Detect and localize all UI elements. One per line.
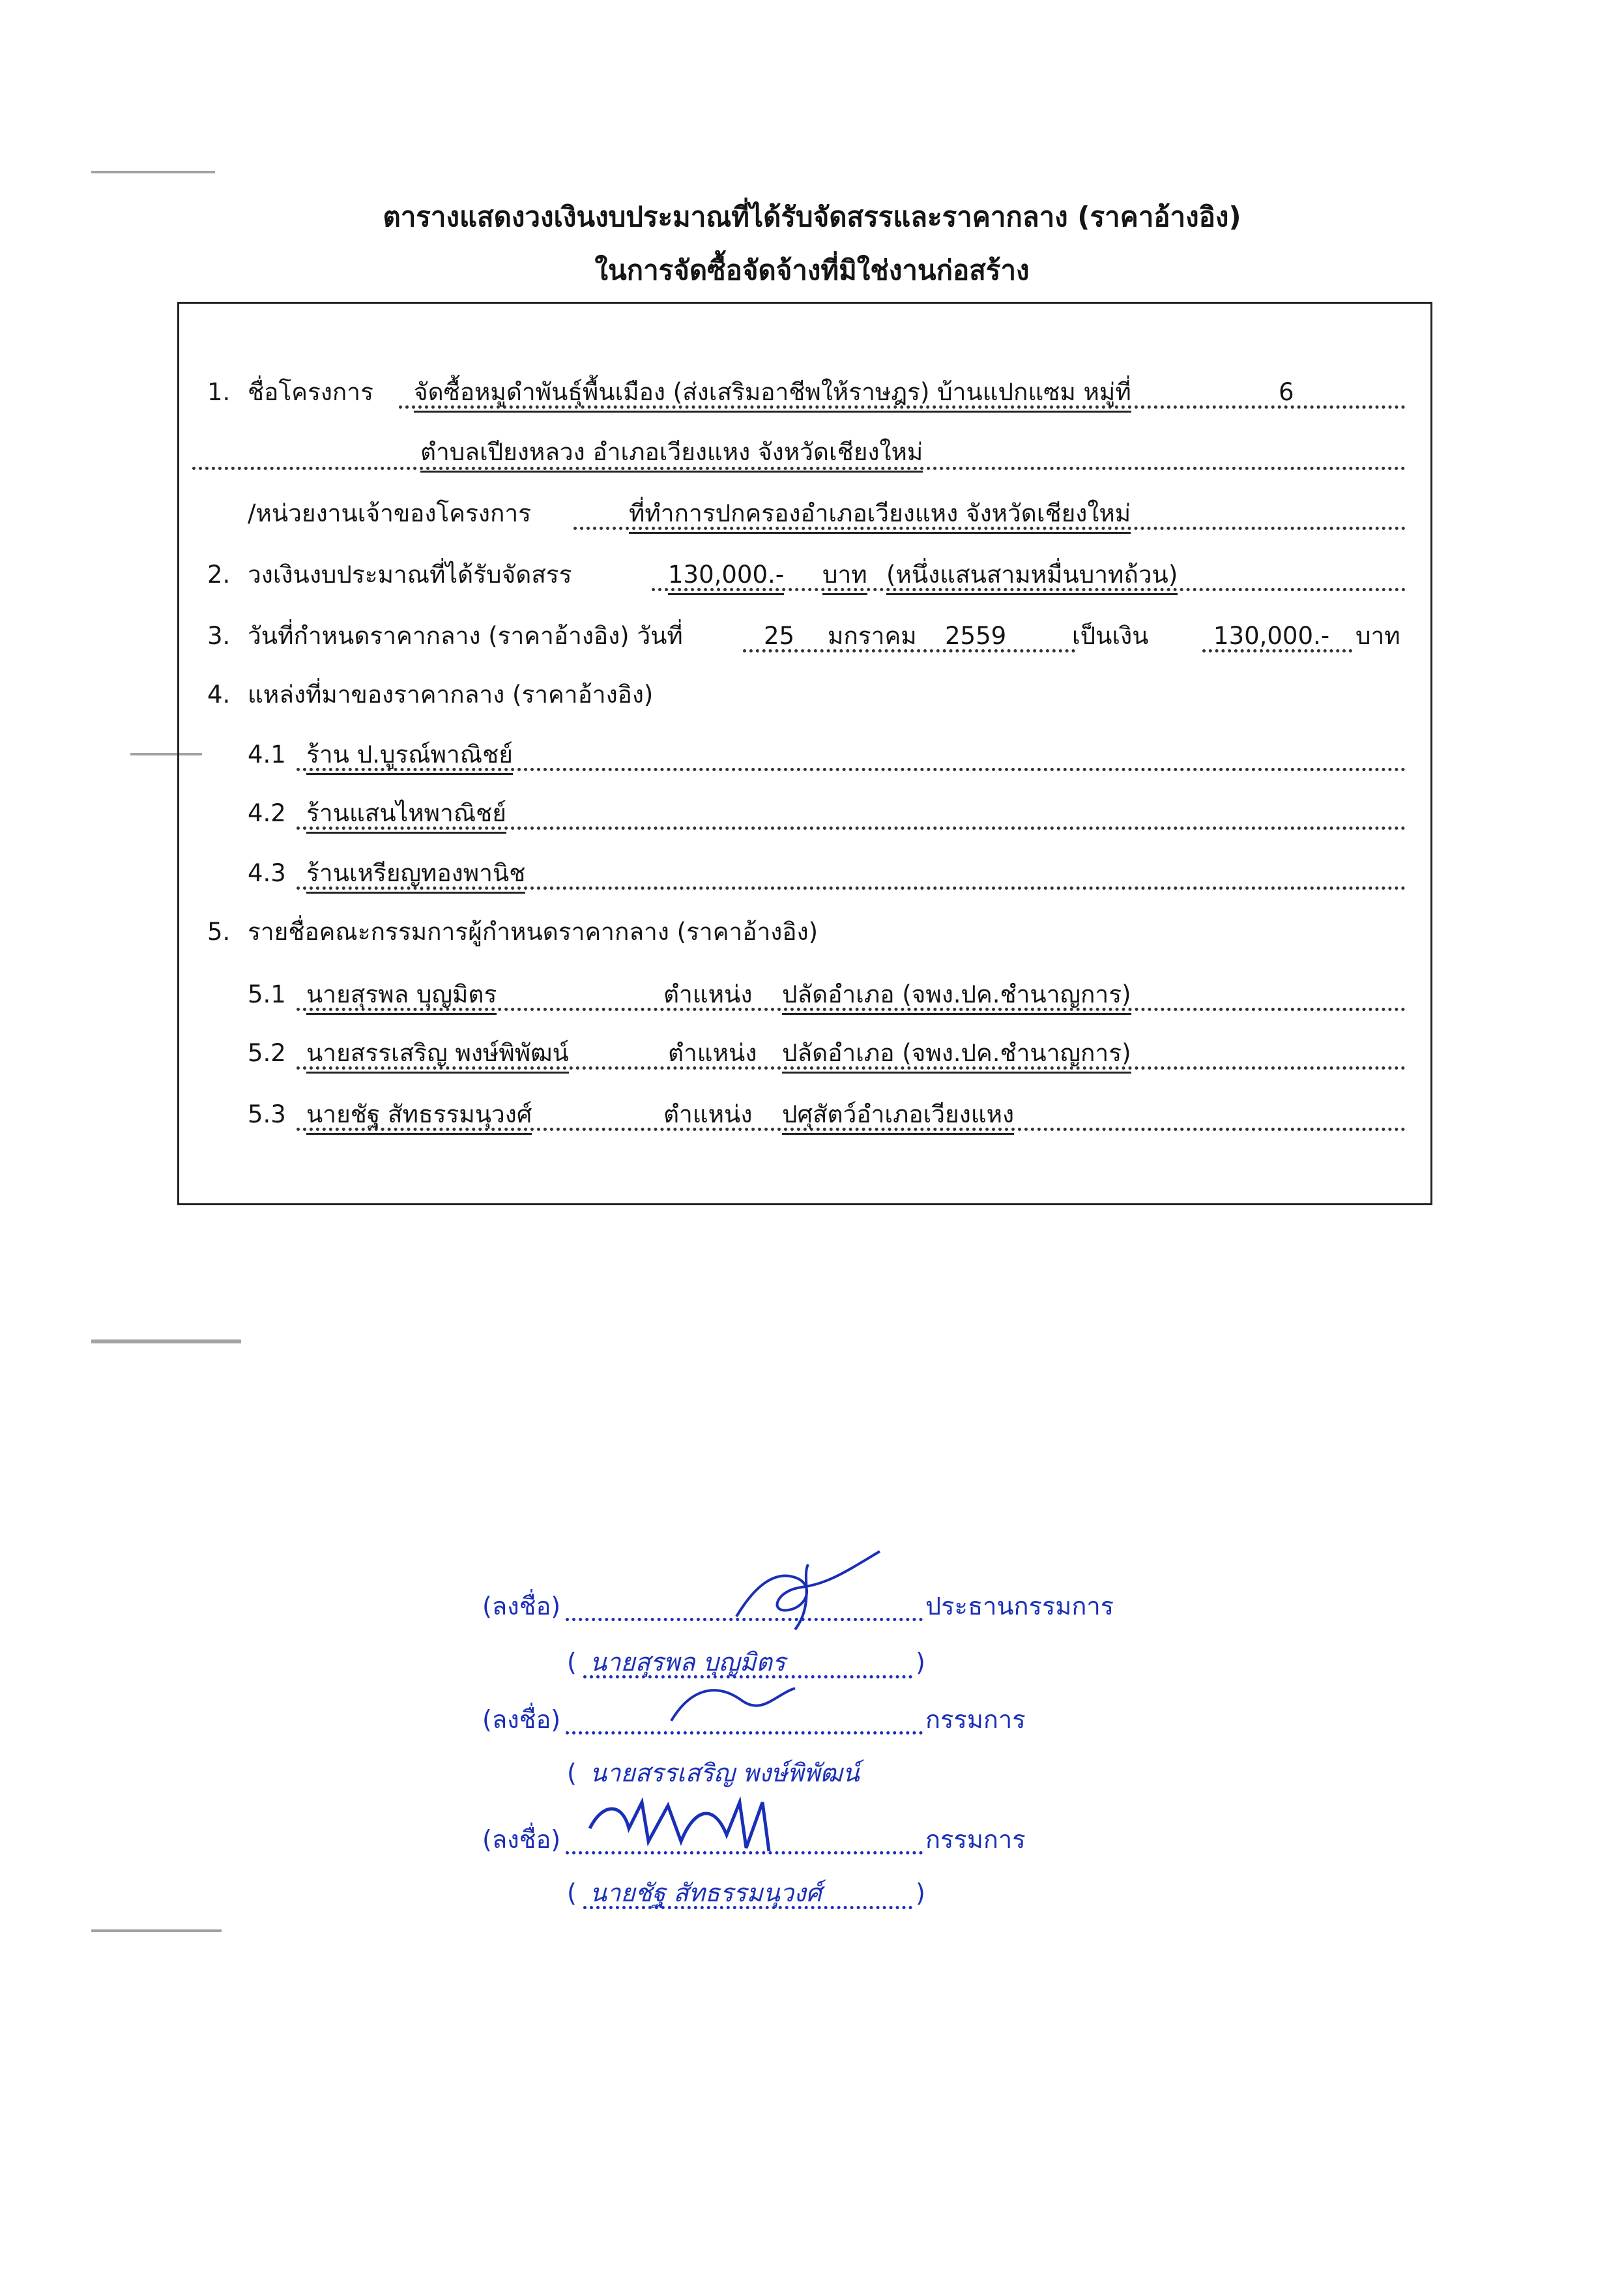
member-position-label: ตำแหน่ง xyxy=(663,1100,753,1128)
handwritten-signature xyxy=(665,1675,834,1734)
item3-number: 3. xyxy=(207,622,231,650)
project-name: จัดซื้อหมูดำพันธุ์พื้นเมือง (ส่งเสริมอาชีพให้ราษฎร) บ้านแปกแซม หมู่ที่ xyxy=(414,375,1131,413)
unit-label: /หน่วยงานเจ้าของโครงการ xyxy=(248,499,532,527)
item4-label: แหล่งที่มาของราคากลาง (ราคาอ้างอิง) xyxy=(248,681,654,709)
member-name: นายสรรเสริญ พงษ์พิพัฒน์ xyxy=(306,1036,569,1074)
reference-amount-label: เป็นเงิน xyxy=(1072,622,1149,650)
reference-month: มกราคม xyxy=(828,622,917,650)
source-name: ร้านเหรียญทองพานิช xyxy=(306,856,525,894)
member-name: นายชัฐ สัทธรรมนุวงศ์ xyxy=(306,1098,532,1135)
reference-day: 25 xyxy=(764,622,795,650)
item4-number: 4. xyxy=(207,681,231,709)
unit-value: ที่ทำการปกครองอำเภอเวียงแหง จังหวัดเชียงใหม่ xyxy=(629,497,1131,534)
printed-name-open: ( xyxy=(567,1648,577,1676)
item2-number: 2. xyxy=(207,561,231,589)
source-number: 4.2 xyxy=(248,799,286,827)
member-number: 5.2 xyxy=(248,1039,286,1067)
sign-label: (ลงชื่อ) xyxy=(482,1592,561,1620)
item3-label: วันที่กำหนดราคากลาง (ราคาอ้างอิง) วันที่ xyxy=(248,622,683,650)
member-position-label: ตำแหน่ง xyxy=(668,1039,757,1067)
member-position-label: ตำแหน่ง xyxy=(663,980,753,1008)
handwritten-signature xyxy=(717,1545,886,1636)
item5-number: 5. xyxy=(207,918,231,946)
project-location: ตำบลเปียงหลวง อำเภอเวียงแหง จังหวัดเชียงใหม่ xyxy=(420,435,923,473)
signature-role: กรรมการ xyxy=(925,1705,1026,1734)
item2-label: วงเงินงบประมาณที่ได้รับจัดสรร xyxy=(248,561,572,589)
scan-mark xyxy=(91,1929,222,1932)
member-name: นายสุรพล บุญมิตร xyxy=(306,978,497,1015)
scan-mark xyxy=(91,171,215,173)
item5-label: รายชื่อคณะกรรมการผู้กำหนดราคากลาง (ราคาอ้างอิง) xyxy=(248,918,819,946)
scan-mark xyxy=(91,1340,241,1343)
printed-name-close: ) xyxy=(916,1648,925,1676)
handwritten-signature xyxy=(583,1789,805,1861)
sign-label: (ลงชื่อ) xyxy=(482,1705,561,1734)
member-position: ปลัดอำเภอ (จพง.ปค.ชำนาญการ) xyxy=(782,1036,1131,1074)
printed-name-open: ( xyxy=(567,1759,577,1787)
budget-amount-words: (หนึ่งแสนสามหมื่นบาทถ้วน) xyxy=(886,558,1178,595)
reference-currency: บาท xyxy=(1356,622,1400,650)
budget-currency: บาท xyxy=(822,558,867,595)
source-name: ร้าน ป.บูรณ์พาณิชย์ xyxy=(306,738,513,775)
sign-label: (ลงชื่อ) xyxy=(482,1825,561,1854)
source-number: 4.1 xyxy=(248,740,286,769)
printed-name-open: ( xyxy=(567,1879,577,1907)
member-number: 5.1 xyxy=(248,980,286,1008)
village-number: 6 xyxy=(1279,378,1294,406)
reference-year: 2559 xyxy=(945,622,1007,650)
printed-name-close: ) xyxy=(916,1879,925,1907)
source-name: ร้านแสนไหพาณิชย์ xyxy=(306,797,506,834)
member-number: 5.3 xyxy=(248,1100,286,1128)
reference-amount: 130,000.- xyxy=(1213,622,1330,650)
item1-label: ชื่อโครงการ xyxy=(248,378,373,406)
budget-amount: 130,000.- xyxy=(668,558,784,595)
signature-role: กรรมการ xyxy=(925,1825,1026,1854)
printed-name: นายสุรพล บุญมิตร xyxy=(590,1648,786,1676)
printed-name: นายสรรเสริญ พงษ์พิพัฒน์ xyxy=(590,1759,860,1787)
member-position: ปลัดอำเภอ (จพง.ปค.ชำนาญการ) xyxy=(782,978,1131,1015)
printed-name: นายชัฐ สัทธรรมนุวงศ์ xyxy=(590,1879,822,1907)
signature-role: ประธานกรรมการ xyxy=(925,1592,1114,1620)
item1-number: 1. xyxy=(207,378,231,406)
document-title: ตารางแสดงวงเงินงบประมาณที่ได้รับจัดสรรและราคากลาง (ราคาอ้างอิง) xyxy=(383,201,1241,233)
member-position: ปศุสัตว์อำเภอเวียงแหง xyxy=(782,1098,1014,1135)
document-subtitle: ในการจัดซื้อจัดจ้างที่มิใช่งานก่อสร้าง xyxy=(594,254,1030,286)
source-number: 4.3 xyxy=(248,859,286,887)
